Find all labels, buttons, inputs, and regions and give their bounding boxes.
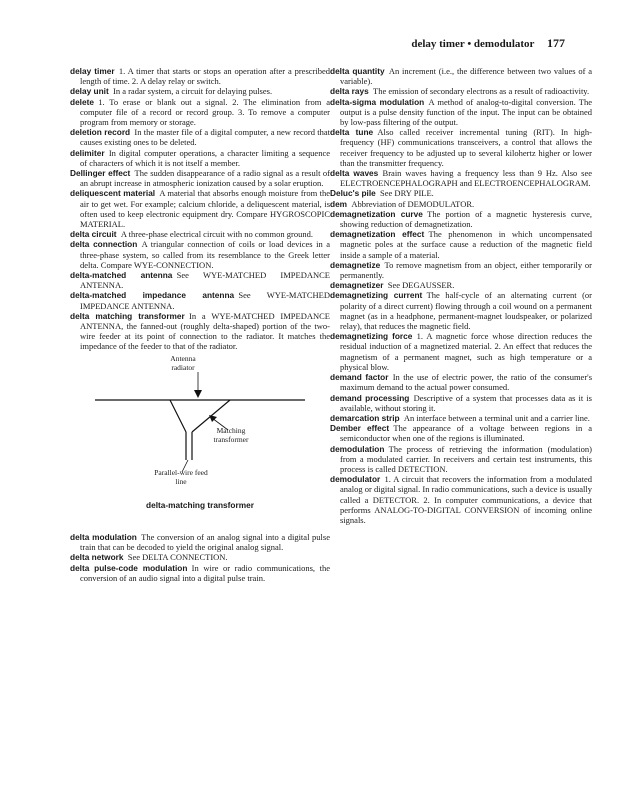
entry-definition: The appearance of a voltage between regions in a semiconductor when one of the regions is illuminated. [340, 423, 592, 444]
dictionary-entry [330, 86, 592, 96]
entry-term: delta-matched impedance antenna [70, 290, 235, 301]
entry-term: delta pulse-code modulation [70, 562, 188, 573]
figure-caption: delta-matching transformer [146, 499, 254, 510]
matching-transformer-label: Matching transformer [213, 425, 249, 444]
dictionary-entry [70, 563, 330, 583]
dictionary-entry [330, 444, 592, 475]
entry-term: delay unit [70, 86, 109, 97]
entry-definition: See WYE-MATCHED IMPEDANCE ANTENNA. [80, 270, 330, 291]
delta-matching-figure [70, 353, 330, 490]
entry-definition: See DEGAUSSER. [387, 280, 455, 291]
entry-term: delta rays [330, 86, 369, 97]
entry-term: delta circuit [70, 229, 117, 240]
entry-term: deletion record [70, 127, 131, 138]
dictionary-entry [70, 270, 330, 290]
entry-term: demagnetizing current [330, 290, 423, 301]
dictionary-entry [330, 474, 592, 525]
entry-definition: To remove magnetism from an object, either temporarily or permanently. [340, 259, 592, 281]
dictionary-entry [330, 97, 592, 128]
dictionary-entry [70, 66, 330, 86]
entry-definition: In a WYE-MATCHED IMPEDANCE ANTENNA, the fanned-out (roughly delta-shaped) portion of the two-wire feeder at its point of connection to the radiator. It matches the impedance of the feeder to that of the radiator. [80, 310, 330, 352]
dictionary-entry [330, 127, 592, 168]
dictionary-entry [70, 97, 330, 128]
dictionary-entry [330, 290, 592, 331]
entry-term: demagnetizer [330, 280, 384, 291]
delta-left-line [170, 400, 186, 432]
entry-term: demagnetize [330, 259, 381, 270]
entry-term: deliquescent material [70, 188, 156, 199]
entry-list-right [330, 66, 592, 525]
entry-definition: The half-cycle of an alternating current (or polarity of a direct current) flowing through a coil wound on a permanent magnet (as in a headphone, permanent-magnet loudspeaker, or polarized relay), that reduces the magnetic field. [340, 290, 592, 332]
entry-term: delta-sigma modulation [330, 96, 425, 107]
entry-term: demodulation [330, 443, 385, 454]
entry-term: delta quantity [330, 66, 385, 76]
entry-definition: 1. A timer that starts or stops an operation after a prescribed length of time. 2. A delay relay or switch. [80, 66, 331, 87]
entry-term: delete [70, 96, 94, 107]
entry-definition: Abbreviation of DEMODULATOR. [351, 198, 475, 209]
entry-definition: The phenomenon in which uncompensated magnetic poles at the surface cause a reduction of the magnetic field inside a sample of a material. [340, 229, 592, 260]
entry-term: demand factor [330, 372, 389, 383]
entry-definition: In digital computer operations, a character limiting a sequence of characters of which it is not itself a member. [80, 147, 330, 168]
entry-term: delimiter [70, 147, 105, 158]
entry-definition: 1. A magnetic force whose direction reduces the residual induction of a magnetized material. 2. An effect that reduces the magnetism of a permanent magnet, such as high temperature or a physical blow. [340, 331, 592, 372]
header-title: delay timer • demodulator [411, 38, 535, 50]
dictionary-entry [330, 260, 592, 280]
entry-definition: See WYE-MATCHED IMPEDANCE ANTENNA. [80, 290, 331, 311]
dictionary-entry [330, 209, 592, 229]
dictionary-entry [330, 423, 592, 443]
entry-term: Dellinger effect [70, 168, 131, 179]
entry-list-left-after [70, 532, 330, 583]
dictionary-entry [330, 229, 592, 260]
dictionary-entry [330, 280, 592, 290]
entry-definition: 1. A circuit that recovers the information from a modulated analog or digital signal. In radio communications, such a device is usually called a DETECTOR. 2. In computer communications, a device that performs ANALOG-TO-DIGITAL CONVERSION of incoming online signals. [340, 474, 592, 525]
entry-term: delta connection [70, 239, 138, 250]
left-column [70, 66, 330, 583]
entry-definition: In wire or radio communications, the conversion of an audio signal into a digital pulse train. [80, 562, 330, 583]
dictionary-entry [70, 290, 330, 310]
entry-term: demand processing [330, 392, 410, 403]
entry-definition: In the use of electric power, the ratio of the consumer's maximum demand to the actual power consumed. [340, 372, 592, 393]
dictionary-entry [330, 66, 592, 86]
dictionary-entry [330, 331, 592, 372]
entry-term: demodulator [330, 474, 381, 485]
page-number: 177 [547, 36, 565, 50]
entry-term: delta-matched antenna [70, 270, 173, 281]
running-header [411, 36, 565, 51]
antenna-radiator-label: Antenna radiator [170, 353, 196, 372]
entry-definition: See DELTA CONNECTION. [127, 552, 228, 563]
entry-definition: In the master file of a digital computer, a new record that causes existing ones to be deleted. [80, 127, 331, 148]
entry-definition: The process of retrieving the information (modulation) from a modulated carrier. In receivers and certain test instruments, this process is called DETECTION. [340, 443, 592, 474]
dictionary-entry [70, 168, 330, 188]
entry-term: delta tune [330, 127, 374, 138]
entry-definition: The conversion of an analog signal into a digital pulse train that can be decoded to yield the original analog signal. [80, 531, 330, 553]
entry-term: demarcation strip [330, 412, 400, 423]
dictionary-entry [330, 393, 592, 413]
dictionary-entry [330, 199, 592, 209]
dictionary-entry [70, 188, 330, 229]
entry-definition: 1. To erase or blank out a signal. 2. The elimination from a computer file of a record or record group. 3. To remove a computer program from memory or storage. [80, 96, 330, 128]
entry-term: dem [330, 198, 348, 209]
entry-definition: Brain waves having a frequency less than 9 Hz. Also see ELECTROENCEPHALOGRAPH and ELECTROENCEPHALOGRAM. [340, 168, 592, 189]
entry-definition: A material that absorbs enough moisture from the air to get wet. For example; calcium chloride, a deliquescent material, is often used to keep electronic equipment dry. Compare HYGROSCOPIC MATERIAL. [80, 188, 330, 230]
dictionary-entry [330, 372, 592, 392]
entry-term: delta matching transformer [70, 310, 185, 321]
entry-definition: An interface between a terminal unit and a carrier line. [403, 412, 590, 423]
right-column [330, 66, 592, 525]
dictionary-entry [330, 188, 592, 198]
entry-definition: In a radar system, a circuit for delaying pulses. [112, 86, 273, 97]
dictionary-entry [70, 311, 330, 352]
dictionary-entry [70, 552, 330, 562]
entry-definition: An increment (i.e., the difference between two values of a variable). [340, 66, 592, 87]
entry-definition: The sudden disappearance of a radio signal as a result of an abrupt increase in atmospheric ionization caused by a solar eruption. [80, 168, 330, 189]
entry-term: demagnetization curve [330, 208, 423, 219]
entry-term: Dember effect [330, 423, 390, 434]
entry-term: demagnetizing force [330, 331, 413, 342]
dictionary-entry [330, 168, 592, 188]
dictionary-entry [330, 413, 592, 423]
entry-definition: A three-phase electrical circuit with no common ground. [120, 229, 313, 240]
entry-list-left [70, 66, 330, 352]
dictionary-entry [70, 86, 330, 96]
dictionary-entry [70, 127, 330, 147]
antenna-arrowhead [194, 390, 202, 398]
entry-definition: The emission of secondary electrons as a result of radioactivity. [373, 86, 590, 97]
dictionary-entry [70, 229, 330, 239]
entry-term: delta waves [330, 168, 379, 179]
entry-term: Deluc's pile [330, 188, 376, 199]
dictionary-entry [70, 239, 330, 270]
entry-term: delta modulation [70, 531, 137, 542]
entry-term: delay timer [70, 66, 115, 76]
entry-definition: Also called receiver incremental tuning (RIT). In high-frequency (HF) communications transceivers, a control that allows the receiver frequency to be adjusted up to several kilohertz higher or lower than the transmitter frequency. [340, 127, 592, 168]
dictionary-entry [70, 148, 330, 168]
entry-definition: See DRY PILE. [380, 188, 434, 199]
parallel-wire-label: Parallel-wire feed line [154, 467, 208, 486]
entry-definition: Descriptive of a system that processes data as it is available, without storing it. [340, 392, 592, 413]
entry-definition: A triangular connection of coils or load devices in a three-phase system, so called from its resemblance to the Greek letter delta. Compare WYE-CONNECTION. [80, 239, 330, 270]
entry-definition: The portion of a magnetic hysteresis curve, showing reduction of demagnetization. [340, 208, 592, 230]
entry-term: delta network [70, 552, 124, 563]
entry-term: demagnetization effect [330, 229, 425, 240]
entry-definition: A method of analog-to-digital conversion. The output is a pulse density function of the input. The input can be obtained by low-pass filtering of the output. [340, 96, 592, 128]
dictionary-entry [70, 532, 330, 552]
